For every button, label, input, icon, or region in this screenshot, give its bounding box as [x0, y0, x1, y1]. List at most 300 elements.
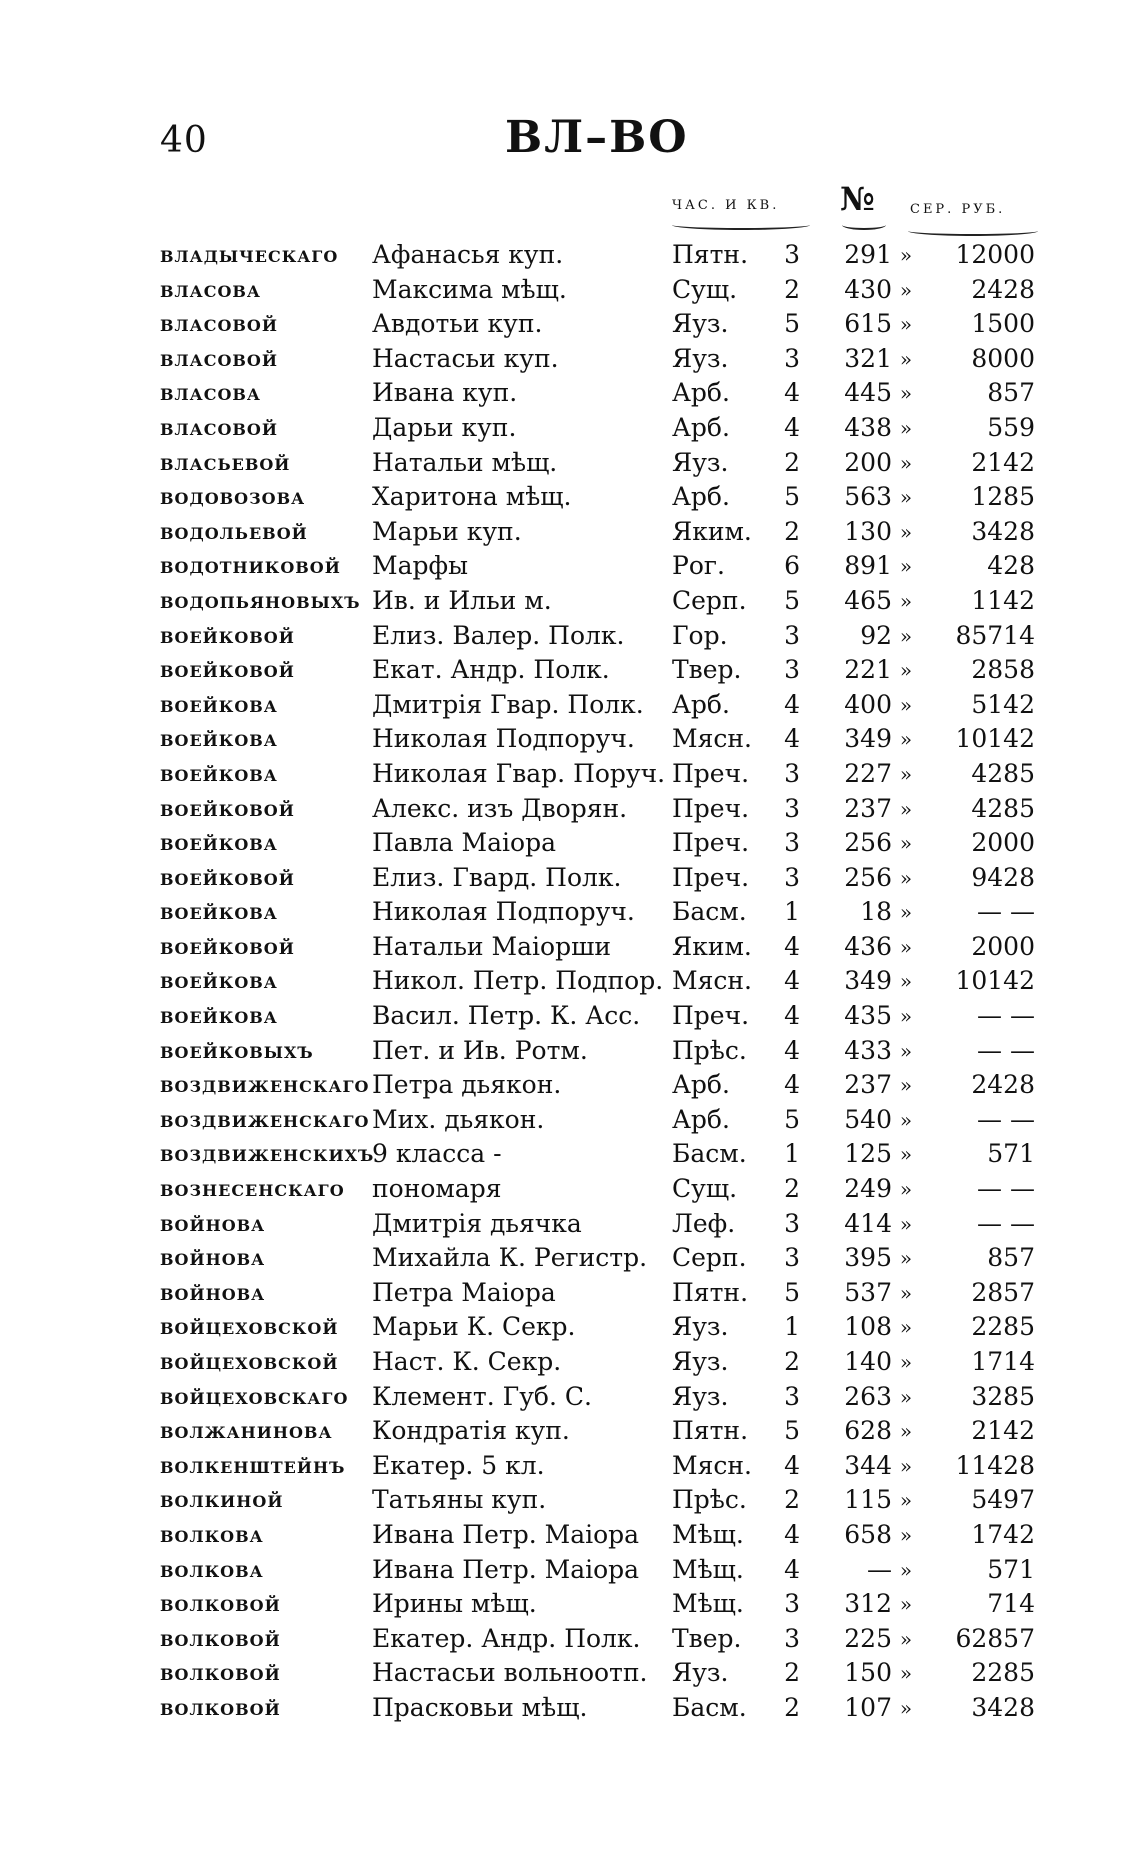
entry-ditto-mark: » [899, 831, 913, 856]
entry-part: Преч. [672, 793, 750, 823]
entry-given-name: Татьяны куп. [372, 1485, 547, 1515]
entry-quarter: 2 [784, 516, 800, 546]
entry-surname: водовозова [160, 483, 306, 511]
entry-house-number: 435 [844, 1001, 892, 1031]
entry-price: 571 [987, 1554, 1035, 1584]
entry-ditto-mark: » [899, 865, 913, 890]
entry-ditto-mark: » [899, 1522, 913, 1547]
entry-house-number: — [867, 1554, 892, 1584]
entry-price: 1285 [971, 482, 1035, 512]
entry-row [0, 1034, 1140, 1069]
entry-price: 62857 [955, 1623, 1035, 1653]
entry-row [0, 964, 1140, 999]
entry-given-name: Афанасья куп. [372, 240, 564, 269]
entry-quarter: 4 [784, 412, 800, 442]
brace-number [842, 220, 886, 230]
entry-house-number: 115 [844, 1485, 892, 1515]
entry-given-name: Екатер. 5 кл. [372, 1450, 545, 1480]
entry-part: Твер. [672, 655, 742, 685]
entry-part: Сущ. [672, 1174, 738, 1204]
entry-price: 2858 [971, 655, 1035, 685]
entry-price: 571 [987, 1139, 1035, 1169]
entry-surname: воздвиженскихъ [160, 1140, 375, 1168]
entry-given-name: Николая Гвар. Поруч. [372, 758, 666, 788]
entry-price: 1500 [971, 309, 1035, 339]
entry-part: Преч. [672, 758, 750, 788]
entry-surname: воейкова [160, 725, 278, 753]
entry-row [0, 584, 1140, 619]
entry-house-number: 430 [844, 274, 892, 304]
column-header-number: № [840, 180, 875, 218]
entry-given-name: Марьи К. Секр. [372, 1312, 576, 1342]
entry-part: Мясн. [672, 724, 752, 754]
entry-house-number: 256 [844, 828, 892, 858]
entry-part: Рог. [672, 551, 725, 581]
entry-ditto-mark: » [899, 485, 913, 510]
entry-house-number: 221 [844, 655, 892, 685]
entry-row [0, 1172, 1140, 1207]
entry-row [0, 1276, 1140, 1311]
entry-given-name: Елиз. Гвард. Полк. [372, 862, 622, 892]
entry-price: 5142 [971, 689, 1035, 719]
entry-surname: волковой [160, 1590, 281, 1618]
entry-given-name: Ив. и Ильи м. [372, 585, 552, 615]
entry-surname: воейкова [160, 690, 278, 718]
entry-given-name: Алекс. изъ Дворян. [372, 793, 628, 823]
entry-price: — — [977, 1001, 1035, 1031]
entry-quarter: 3 [784, 343, 800, 373]
entry-quarter: 4 [784, 931, 800, 961]
entry-surname: власовой [160, 310, 278, 338]
entry-price: 12000 [955, 240, 1035, 269]
entry-row [0, 999, 1140, 1034]
entry-ditto-mark: » [899, 1280, 913, 1305]
entry-part: Яким. [672, 931, 752, 961]
entry-quarter: 4 [784, 1554, 800, 1584]
entry-part: Преч. [672, 828, 750, 858]
column-headers [0, 180, 1140, 230]
entry-house-number: 92 [860, 620, 892, 650]
entry-price: 10142 [955, 724, 1035, 754]
entry-ditto-mark: » [899, 1419, 913, 1444]
entry-row [0, 515, 1140, 550]
entry-ditto-mark: » [899, 1073, 913, 1098]
entry-house-number: 150 [844, 1658, 892, 1688]
entry-row [0, 1518, 1140, 1553]
entry-row [0, 722, 1140, 757]
entry-surname: воейкова [160, 759, 278, 787]
entry-surname: водотниковой [160, 552, 341, 580]
entry-price: 85714 [955, 620, 1035, 650]
entry-row [0, 342, 1140, 377]
column-header-part-quarter: ЧАС. И КВ. [672, 198, 780, 213]
entry-part: Леф. [672, 1208, 736, 1238]
entry-row [0, 792, 1140, 827]
entry-given-name: Николая Подпоруч. [372, 724, 635, 754]
entry-row [0, 619, 1140, 654]
entry-given-name: Ирины мѣщ. [372, 1589, 537, 1619]
entry-quarter: 4 [784, 1001, 800, 1031]
entry-given-name: Екатер. Андр. Полк. [372, 1623, 641, 1653]
entry-part: Гор. [672, 620, 728, 650]
entry-surname: воейковой [160, 621, 295, 649]
entry-given-name: Васил. Петр. К. Асс. [372, 1001, 641, 1031]
entry-surname: волковой [160, 1659, 281, 1687]
entry-given-name: Пет. и Ив. Ротм. [372, 1035, 588, 1065]
entry-house-number: 125 [844, 1139, 892, 1169]
entry-ditto-mark: » [899, 1557, 913, 1582]
entry-surname: воейковой [160, 794, 295, 822]
entry-price: 8000 [971, 343, 1035, 373]
entry-surname: воейкова [160, 898, 278, 926]
entry-surname: воейкова [160, 1002, 278, 1030]
entry-part: Басм. [672, 1692, 747, 1722]
entry-house-number: 256 [844, 862, 892, 892]
entry-ditto-mark: » [899, 1626, 913, 1651]
entry-given-name: Мих. дьякон. [372, 1104, 545, 1134]
entry-price: 9428 [971, 862, 1035, 892]
entry-ditto-mark: » [899, 1177, 913, 1202]
entry-part: Арб. [672, 412, 730, 442]
entry-house-number: 263 [844, 1381, 892, 1411]
entry-given-name: Марьи куп. [372, 516, 522, 546]
entry-price: 4285 [971, 793, 1035, 823]
entry-price: 2285 [971, 1658, 1035, 1688]
entry-part: Прѣс. [672, 1485, 747, 1515]
entry-ditto-mark: » [899, 1592, 913, 1617]
entry-quarter: 3 [784, 758, 800, 788]
entry-ditto-mark: » [899, 900, 913, 925]
brace-part-quarter [672, 220, 810, 230]
entry-given-name: Павла Маіора [372, 828, 556, 858]
entry-house-number: 537 [844, 1277, 892, 1307]
entry-price: 1742 [971, 1519, 1035, 1549]
entry-price: 1714 [971, 1347, 1035, 1376]
entry-given-name: Максима мѣщ. [372, 274, 567, 304]
entry-list [0, 238, 1140, 1726]
entry-ditto-mark: » [899, 277, 913, 302]
entry-house-number: 237 [844, 793, 892, 823]
entry-part: Басм. [672, 1139, 747, 1169]
entry-house-number: 400 [844, 689, 892, 719]
entry-surname: вознесенскаго [160, 1175, 345, 1203]
entry-given-name: Настасьи вольноотп. [372, 1658, 648, 1688]
entry-quarter: 4 [784, 1450, 800, 1480]
entry-surname: воздвиженскаго [160, 1071, 370, 1099]
entry-quarter: 5 [784, 585, 800, 615]
entry-quarter: 5 [784, 482, 800, 512]
entry-given-name: Настасьи куп. [372, 343, 559, 373]
entry-ditto-mark: » [899, 415, 913, 440]
entry-quarter: 3 [784, 655, 800, 685]
entry-price: 2142 [971, 1416, 1035, 1446]
entry-part: Арб. [672, 378, 730, 408]
entry-ditto-mark: » [899, 1246, 913, 1271]
entry-given-name: Натальи Маіорши [372, 931, 612, 961]
entry-quarter: 1 [784, 897, 800, 927]
entry-row [0, 480, 1140, 515]
page-number: 40 [160, 120, 208, 161]
entry-quarter: 1 [784, 1139, 800, 1169]
entry-surname: войнова [160, 1209, 266, 1237]
entry-ditto-mark: » [899, 1453, 913, 1478]
entry-row [0, 1622, 1140, 1657]
entry-price: 1142 [971, 585, 1035, 615]
entry-row [0, 549, 1140, 584]
entry-ditto-mark: » [899, 727, 913, 752]
entry-surname: воейкова [160, 829, 278, 857]
entry-house-number: 344 [844, 1450, 892, 1480]
entry-part: Мѣщ. [672, 1554, 744, 1584]
entry-surname: власовой [160, 413, 278, 441]
entry-given-name: пономаря [372, 1174, 502, 1204]
entry-surname: войнова [160, 1244, 266, 1272]
entry-quarter: 3 [784, 240, 800, 269]
entry-row [0, 1656, 1140, 1691]
entry-quarter: 3 [784, 1623, 800, 1653]
entry-ditto-mark: » [899, 1211, 913, 1236]
entry-part: Пятн. [672, 240, 749, 269]
entry-ditto-mark: » [899, 588, 913, 613]
entry-part: Яким. [672, 516, 752, 546]
entry-surname: воейковыхъ [160, 1036, 314, 1064]
entry-surname: владыческаго [160, 241, 339, 268]
entry-house-number: 438 [844, 412, 892, 442]
entry-house-number: 658 [844, 1519, 892, 1549]
entry-quarter: 2 [784, 274, 800, 304]
entry-quarter: 4 [784, 1519, 800, 1549]
entry-surname: волкова [160, 1520, 264, 1548]
entry-part: Мѣщ. [672, 1519, 744, 1549]
entry-house-number: 18 [860, 897, 892, 927]
entry-given-name: Ивана Петр. Маіора [372, 1519, 640, 1549]
entry-price: 3428 [971, 1692, 1035, 1722]
entry-quarter: 4 [784, 724, 800, 754]
entry-surname: войнова [160, 1278, 266, 1306]
entry-house-number: 312 [844, 1589, 892, 1619]
entry-price: 857 [987, 378, 1035, 408]
entry-house-number: 200 [844, 447, 892, 477]
entry-given-name: Кондратія куп. [372, 1416, 570, 1446]
entry-part: Арб. [672, 1070, 730, 1100]
entry-surname: волковой [160, 1693, 281, 1721]
entry-quarter: 1 [784, 1312, 800, 1342]
entry-given-name: Марфы [372, 551, 468, 581]
entry-ditto-mark: » [899, 761, 913, 786]
entry-row [0, 1103, 1140, 1138]
entry-ditto-mark: » [899, 1142, 913, 1167]
entry-part: Сущ. [672, 274, 738, 304]
entry-surname: водопьяновыхъ [160, 586, 361, 614]
entry-part: Арб. [672, 1104, 730, 1134]
brace-price [908, 226, 1038, 236]
entry-quarter: 4 [784, 1035, 800, 1065]
entry-ditto-mark: » [899, 346, 913, 371]
entry-house-number: 395 [844, 1243, 892, 1273]
entry-ditto-mark: » [899, 554, 913, 579]
entry-ditto-mark: » [899, 450, 913, 475]
entry-quarter: 3 [784, 793, 800, 823]
entry-quarter: 4 [784, 966, 800, 996]
entry-surname: воейковой [160, 656, 295, 684]
entry-part: Яуз. [672, 343, 729, 373]
entry-price: 2857 [971, 1277, 1035, 1307]
entry-surname: войцеховской [160, 1348, 339, 1375]
column-header-price: СЕР. РУБ. [910, 202, 1006, 217]
entry-row [0, 1449, 1140, 1484]
entry-price: 2428 [971, 274, 1035, 304]
entry-part: Преч. [672, 862, 750, 892]
entry-house-number: 321 [844, 343, 892, 373]
entry-ditto-mark: » [899, 1315, 913, 1340]
entry-price: 428 [987, 551, 1035, 581]
entry-quarter: 6 [784, 551, 800, 581]
entry-surname: войцеховскаго [160, 1382, 349, 1410]
entry-row [0, 273, 1140, 308]
entry-given-name: Петра Маіора [372, 1277, 556, 1307]
entry-house-number: 628 [844, 1416, 892, 1446]
entry-house-number: 237 [844, 1070, 892, 1100]
entry-ditto-mark: » [899, 692, 913, 717]
entry-house-number: 465 [844, 585, 892, 615]
entry-row [0, 1553, 1140, 1588]
entry-price: 714 [987, 1589, 1035, 1619]
entry-price: 11428 [955, 1450, 1035, 1480]
entry-ditto-mark: » [899, 658, 913, 683]
entry-given-name: Дарьи куп. [372, 412, 517, 442]
entry-quarter: 5 [784, 1416, 800, 1446]
entry-surname: власова [160, 275, 261, 303]
entry-row [0, 1483, 1140, 1518]
entry-ditto-mark: » [899, 1384, 913, 1409]
running-head: ВЛ–ВО [505, 112, 689, 163]
entry-ditto-mark: » [899, 623, 913, 648]
entry-given-name: Наст. К. Секр. [372, 1347, 562, 1376]
entry-part: Яуз. [672, 1312, 729, 1342]
entry-part: Твер. [672, 1623, 742, 1653]
entry-given-name: Ивана куп. [372, 378, 518, 408]
entry-house-number: 436 [844, 931, 892, 961]
entry-quarter: 3 [784, 862, 800, 892]
entry-given-name: Дмитрія Гвар. Полк. [372, 689, 644, 719]
entry-given-name: Елиз. Валер. Полк. [372, 620, 625, 650]
entry-ditto-mark: » [899, 796, 913, 821]
entry-surname: волкенштейнъ [160, 1451, 346, 1479]
entry-row [0, 1310, 1140, 1345]
entry-given-name: Авдотьи куп. [372, 309, 543, 339]
entry-house-number: 140 [844, 1347, 892, 1376]
entry-house-number: 540 [844, 1104, 892, 1134]
entry-house-number: 349 [844, 724, 892, 754]
entry-given-name: Прасковьи мѣщ. [372, 1692, 588, 1722]
entry-quarter: 2 [784, 1658, 800, 1688]
entry-part: Яуз. [672, 1381, 729, 1411]
entry-ditto-mark: » [899, 1695, 913, 1720]
entry-price: 2142 [971, 447, 1035, 477]
entry-row [0, 930, 1140, 965]
entry-house-number: 130 [844, 516, 892, 546]
entry-quarter: 2 [784, 1485, 800, 1515]
entry-ditto-mark: » [899, 1661, 913, 1686]
entry-price: 559 [987, 412, 1035, 442]
entry-part: Яуз. [672, 447, 729, 477]
entry-surname: волкиной [160, 1486, 284, 1514]
entry-price: 5497 [971, 1485, 1035, 1515]
entry-house-number: 615 [844, 309, 892, 339]
entry-price: 10142 [955, 966, 1035, 996]
entry-house-number: 433 [844, 1035, 892, 1065]
entry-part: Серп. [672, 1243, 747, 1273]
entry-house-number: 291 [844, 240, 892, 269]
entry-quarter: 2 [784, 1692, 800, 1722]
entry-price: — — [977, 1208, 1035, 1238]
entry-part: Мясн. [672, 966, 752, 996]
entry-house-number: 225 [844, 1623, 892, 1653]
entry-price: 4285 [971, 758, 1035, 788]
entry-price: 2000 [971, 931, 1035, 961]
entry-part: Яуз. [672, 1658, 729, 1688]
entry-row [0, 238, 1140, 273]
entry-part: Арб. [672, 689, 730, 719]
entry-row [0, 1380, 1140, 1415]
entry-house-number: 563 [844, 482, 892, 512]
entry-quarter: 3 [784, 1208, 800, 1238]
entry-row [0, 376, 1140, 411]
entry-ditto-mark: » [899, 1350, 913, 1374]
entry-ditto-mark: » [899, 519, 913, 544]
entry-part: Мясн. [672, 1450, 752, 1480]
entry-part: Яуз. [672, 309, 729, 339]
entry-part: Арб. [672, 482, 730, 512]
entry-ditto-mark: » [899, 312, 913, 337]
entry-surname: воейкова [160, 967, 278, 995]
entry-row [0, 1241, 1140, 1276]
entry-price: 2285 [971, 1312, 1035, 1342]
entry-surname: власовой [160, 344, 278, 372]
entry-quarter: 2 [784, 1347, 800, 1376]
entry-given-name: 9 класса - [372, 1139, 502, 1169]
entry-row [0, 1691, 1140, 1726]
entry-part: Пятн. [672, 1277, 749, 1307]
entry-ditto-mark: » [899, 1004, 913, 1029]
entry-surname: воейковой [160, 863, 295, 891]
entry-house-number: 414 [844, 1208, 892, 1238]
entry-price: — — [977, 1035, 1035, 1065]
entry-price: — — [977, 1174, 1035, 1204]
entry-row [0, 895, 1140, 930]
entry-part: Преч. [672, 1001, 750, 1031]
entry-ditto-mark: » [899, 934, 913, 959]
entry-price: 3285 [971, 1381, 1035, 1411]
entry-ditto-mark: » [899, 969, 913, 994]
entry-surname: волковой [160, 1624, 281, 1652]
entry-surname: волжанинова [160, 1417, 333, 1445]
entry-given-name: Екат. Андр. Полк. [372, 655, 610, 685]
entry-house-number: 108 [844, 1312, 892, 1342]
entry-given-name: Клемент. Губ. С. [372, 1381, 592, 1411]
entry-given-name: Никол. Петр. Подпор. [372, 966, 664, 996]
entry-row [0, 1068, 1140, 1103]
entry-part: Яуз. [672, 1347, 729, 1376]
entry-quarter: 5 [784, 1277, 800, 1307]
entry-quarter: 3 [784, 1243, 800, 1273]
entry-quarter: 2 [784, 1174, 800, 1204]
entry-price: — — [977, 1104, 1035, 1134]
entry-price: 2000 [971, 828, 1035, 858]
entry-row [0, 1345, 1140, 1380]
entry-surname: власьевой [160, 448, 291, 476]
entry-ditto-mark: » [899, 381, 913, 406]
